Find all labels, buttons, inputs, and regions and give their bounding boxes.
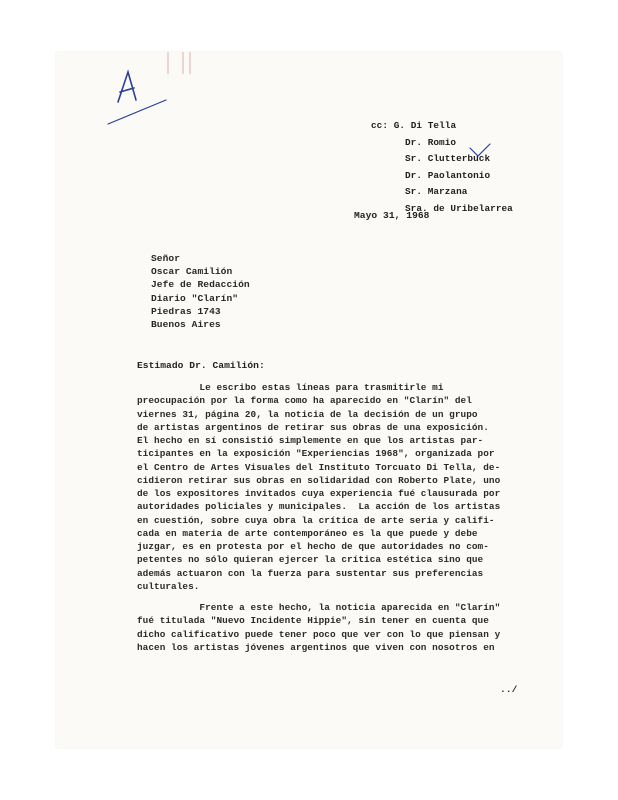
handwritten-slash-mark [108,100,166,124]
recipient-address [151,252,250,331]
address-line: Buenos Aires [151,319,221,331]
text-line: autoridades policiales y municipales. La acción de los artistas [137,501,501,513]
cc-line: Dr. Paolantonio [405,169,491,181]
text-line: Frente a este hecho, la noticia aparecida en "Clarín" [137,602,501,613]
text-line: fué titulada "Nuevo Incidente Hippie", sin tener en cuenta que [137,615,489,627]
text-line: de artistas argentinos de retirar sus obras de una exposición. [137,421,489,433]
text-line: viernes 31, página 20, la noticia de la decisión de un grupo [137,408,478,420]
address-line: Señor [151,253,181,264]
cc-list [371,118,513,218]
text-line: el Centro de Artes Visuales del Instituto Torcuato Di Tella, de- [137,461,501,473]
text-line: dicho calificativo puede tener poco que ver con lo que piensan y [137,628,501,640]
address-line: Jefe de Redacción [151,279,250,291]
text-line: ticipantes en la exposición "Experiencias 1968", organizada por [137,448,495,460]
text-line: cada en materia de arte contemporáneo es la que puede y debe [137,527,478,539]
cc-line: Sra. de Uribelarrea [405,202,513,214]
paragraph-2 [137,601,500,654]
text-line: culturales. [137,580,200,592]
cc-line: Dr. Romio [405,136,457,148]
text-line: en cuestión, sobre cuya obra la crítica de arte seria y califi- [137,514,495,526]
handwritten-a-mark [118,72,136,102]
letter-page [56,52,562,748]
text-line: petentes no sólo quieran ejercer la crítica estética sino que [137,554,484,566]
cc-line: Sr. Clutterbuck [405,153,491,165]
paragraph-1 [137,381,500,593]
text-line: Le escribo estas líneas para trasmitirle mi [137,382,444,393]
text-line: además actuaron con la fuerza para sustentar sus preferencias [137,567,484,579]
text-line: preocupación por la forma como ha aparecido en "Clarín" del [137,395,472,407]
cc-line: cc: G. Di Tella [371,120,457,131]
address-line: Oscar Camilión [151,266,233,278]
salutation: Estimado Dr. Camilión: [137,360,265,371]
letter-date: Mayo 31, 1968 [354,210,430,221]
text-line: El hecho en sí consistió simplemente en que los artistas par- [137,435,484,446]
text-line: hacen los artistas jóvenes argentinos que viven con nosotros en [137,641,495,653]
continuation-mark: ../ [500,684,518,695]
text-line: juzgar, es en protesta por el hecho de que autoridades no com- [137,541,489,552]
cc-line: Sr. Marzana [405,186,468,198]
address-line: Piedras 1743 [151,305,221,317]
address-line: Diario "Clarín" [151,292,239,304]
text-line: cidieron retirar sus obras en solidaridad con Roberto Plate, uno [137,474,501,486]
text-line: de los expositores invitados cuya experiencia fué clausurada por [137,488,501,499]
